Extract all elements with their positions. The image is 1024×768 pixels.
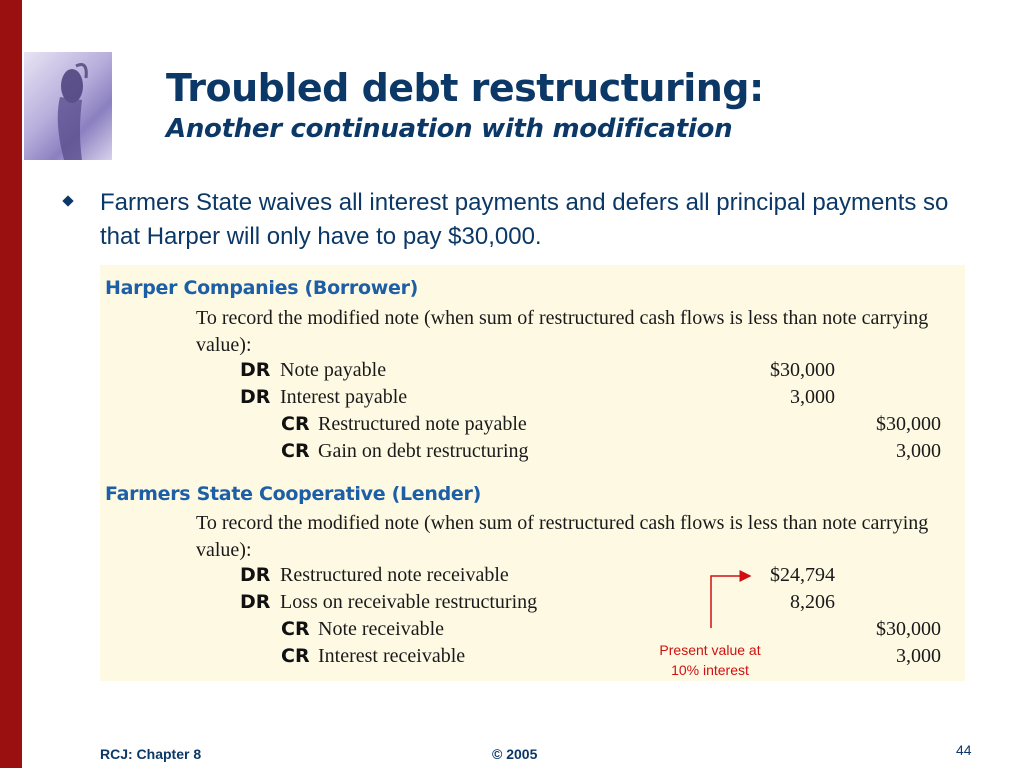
entry-account: Note payable: [280, 359, 387, 381]
entry-code: CR: [281, 618, 310, 640]
lender-description: To record the modified note (when sum of restructured cash flows is less than note carrying value):: [196, 512, 929, 561]
lender-entry-row: [100, 591, 965, 618]
page-number: 44: [956, 742, 972, 758]
decorative-photo: [24, 52, 112, 160]
present-value-note-line1: Present value at: [659, 642, 761, 658]
bullet-diamond-icon: [62, 195, 73, 206]
lender-entry-row: [100, 645, 965, 672]
bullet-text: Farmers State waives all interest payments and defers all principal payments so that Harper will only have to pay $30,000.: [100, 189, 949, 250]
entry-credit: $30,000: [876, 413, 941, 435]
borrower-entry-row: [100, 359, 965, 386]
slide-subtitle: Another continuation with modification: [166, 114, 733, 144]
entry-debit: $24,794: [770, 564, 835, 586]
borrower-entry-row: [100, 413, 965, 440]
entry-code: CR: [281, 440, 310, 462]
footer-copyright: © 2005: [492, 746, 538, 762]
entry-account: Loss on receivable restructuring: [280, 591, 538, 613]
present-value-note-line2: 10% interest: [671, 662, 749, 678]
borrower-heading: Harper Companies (Borrower): [105, 277, 419, 299]
journal-entries-panel: [100, 265, 965, 681]
entry-account: Interest receivable: [318, 645, 466, 667]
entry-code: DR: [240, 386, 271, 408]
lender-heading: Farmers State Cooperative (Lender): [105, 483, 481, 505]
entry-code: DR: [240, 359, 271, 381]
borrower-description: To record the modified note (when sum of restructured cash flows is less than note carrying value):: [196, 307, 929, 356]
slide-title: Troubled debt restructuring:: [166, 66, 764, 110]
entry-code: CR: [281, 645, 310, 667]
entry-code: CR: [281, 413, 310, 435]
entry-credit: $30,000: [876, 618, 941, 640]
entry-code: DR: [240, 564, 271, 586]
entry-credit: 3,000: [896, 645, 941, 667]
entry-account: Restructured note payable: [318, 413, 527, 435]
borrower-entry-row: [100, 440, 965, 467]
present-value-note: [640, 640, 780, 680]
entry-debit: 3,000: [790, 386, 835, 408]
entry-account: Restructured note receivable: [280, 564, 509, 586]
silhouette-icon: [24, 52, 112, 160]
entry-account: Note receivable: [318, 618, 445, 640]
footer-chapter: RCJ: Chapter 8: [100, 746, 202, 762]
lender-entry-row: [100, 618, 965, 645]
lender-entry-row: [100, 564, 965, 591]
entry-account: Gain on debt restructuring: [318, 440, 529, 462]
entry-code: DR: [240, 591, 271, 613]
entry-credit: 3,000: [896, 440, 941, 462]
entry-account: Interest payable: [280, 386, 408, 408]
entry-debit: $30,000: [770, 359, 835, 381]
borrower-entry-row: [100, 386, 965, 413]
left-accent-bar: [0, 0, 22, 768]
entry-debit: 8,206: [790, 591, 835, 613]
